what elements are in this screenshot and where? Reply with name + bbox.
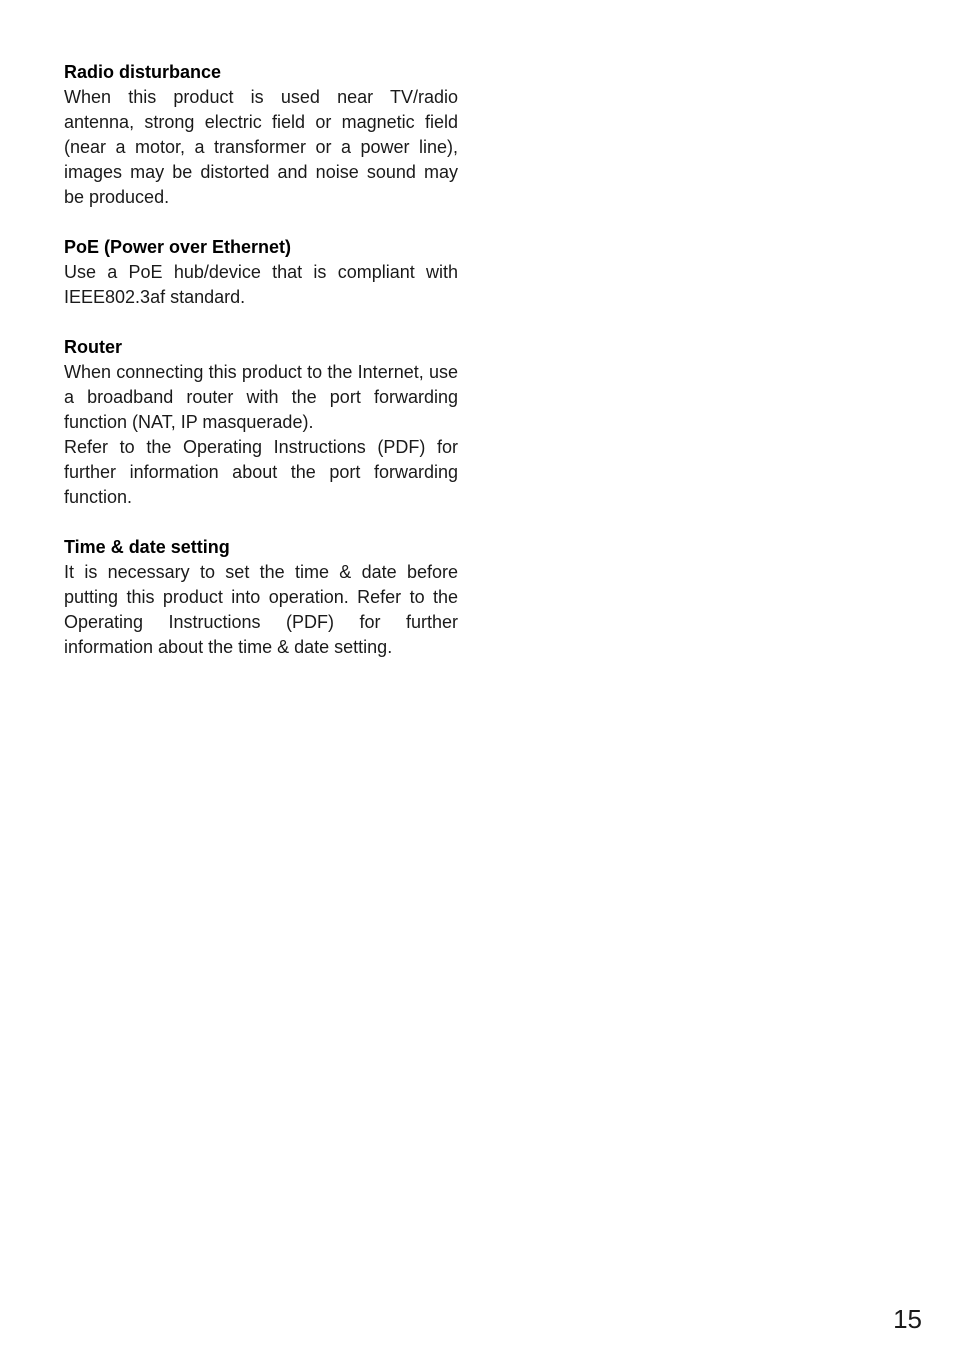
content-column bbox=[64, 60, 458, 685]
section-poe bbox=[64, 235, 458, 310]
section-heading: Router bbox=[64, 337, 122, 357]
section-paragraph: Use a PoE hub/device that is compliant with IEEE802.3af standard. bbox=[64, 262, 458, 307]
section-paragraph: Refer to the Operating Instructions (PDF) for further information about the port forwarding function. bbox=[64, 437, 458, 507]
page-number: 15 bbox=[893, 1304, 922, 1334]
section-paragraph: When connecting this product to the Internet, use a broadband router with the port forwarding function (NAT, IP masquerade). bbox=[64, 362, 458, 432]
section-heading: Radio disturbance bbox=[64, 62, 222, 82]
section-heading: PoE (Power over Ethernet) bbox=[64, 237, 292, 257]
section-heading: Time & date setting bbox=[64, 537, 230, 557]
section-paragraph: It is necessary to set the time & date before putting this product into operation. Refer to the Operating Instructions (PDF) for further information about the time & date setting. bbox=[64, 562, 458, 657]
section-time-date-setting bbox=[64, 535, 458, 660]
section-radio-disturbance bbox=[64, 60, 458, 210]
section-router bbox=[64, 335, 458, 510]
section-paragraph: When this product is used near TV/radio antenna, strong electric field or magnetic field (near a motor, a transformer or a power line), images may be distorted and noise sound may be produced. bbox=[64, 87, 458, 207]
